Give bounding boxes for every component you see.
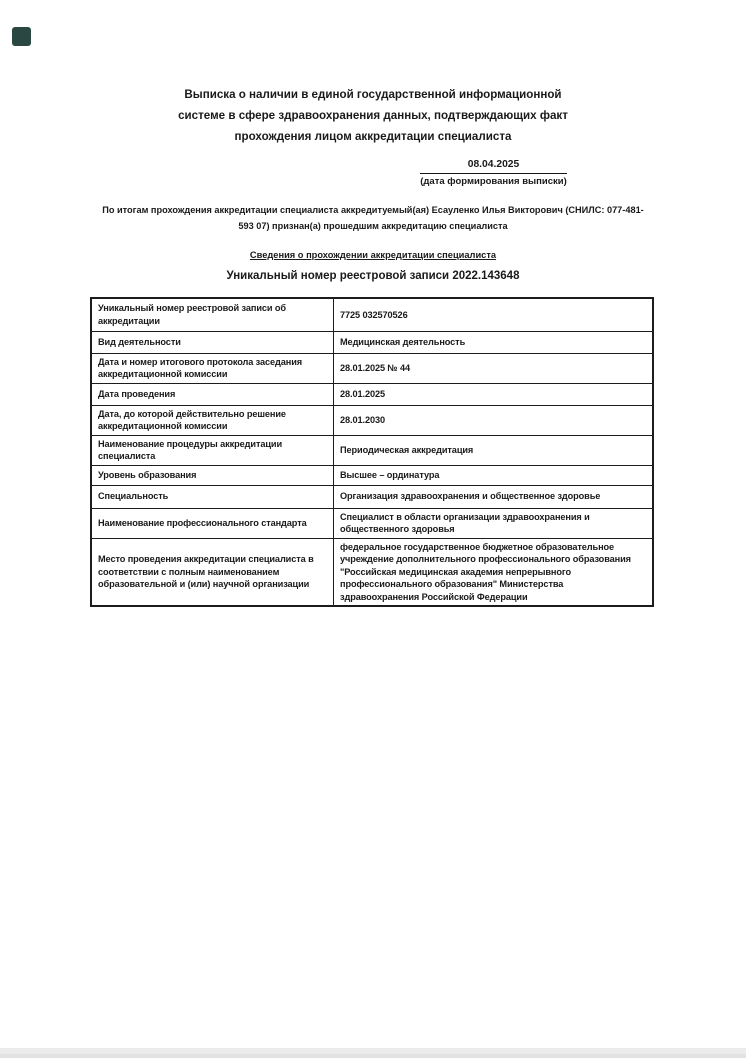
- row-value: 28.01.2025: [334, 383, 654, 405]
- table-row: [91, 353, 653, 383]
- table-row: [91, 405, 653, 435]
- row-label: Дата и номер итогового протокола заседания аккредитационной комиссии: [91, 353, 334, 383]
- row-value: 28.01.2030: [334, 405, 654, 435]
- table-row: [91, 538, 653, 606]
- document-title-line: Выписка о наличии в единой государственной информационной: [184, 88, 562, 101]
- corner-marker: [12, 27, 31, 46]
- row-label: Специальность: [91, 485, 334, 508]
- accreditation-table-body: [91, 298, 653, 606]
- row-label: Дата проведения: [91, 383, 334, 405]
- table-row: [91, 331, 653, 353]
- table-row: [91, 508, 653, 538]
- extract-date-caption: (дата формирования выписки): [420, 176, 567, 187]
- table-row: [91, 298, 653, 331]
- row-label: Дата, до которой действительно решение аккредитационной комиссии: [91, 405, 334, 435]
- row-label: Уровень образования: [91, 465, 334, 485]
- row-label: Наименование профессионального стандарта: [91, 508, 334, 538]
- extract-date-block: [420, 157, 567, 187]
- table-row: [91, 435, 653, 465]
- row-value: Специалист в области организации здравоохранения и общественного здоровья: [334, 508, 654, 538]
- row-label: Уникальный номер реестровой записи об аккредитации: [91, 298, 334, 331]
- intro-paragraph-line: 593 07) признан(а) прошедшим аккредитацию специалиста: [238, 220, 508, 231]
- document-title-line: прохождения лицом аккредитации специалиста: [234, 130, 512, 143]
- row-label: Место проведения аккредитации специалиста в соответствии с полным наименованием образовательной и (или) научной организации: [91, 538, 334, 606]
- row-value: Медицинская деятельность: [334, 331, 654, 353]
- registry-number-heading: Уникальный номер реестровой записи 2022.143648: [226, 270, 520, 282]
- table-row: [91, 485, 653, 508]
- table-row: [91, 383, 653, 405]
- row-value: Высшее – ординатура: [334, 465, 654, 485]
- row-value: 7725 032570526: [334, 298, 654, 331]
- document-title-line: системе в сфере здравоохранения данных, подтверждающих факт: [178, 109, 568, 122]
- row-value: Организация здравоохранения и общественное здоровье: [334, 485, 654, 508]
- section-heading: Сведения о прохождении аккредитации специалиста: [249, 250, 497, 260]
- intro-paragraph-line: По итогам прохождения аккредитации специалиста аккредитуемый(ая) Есауленко Илья Викторович (СНИЛС: 077-481-: [102, 205, 644, 215]
- accreditation-table: [90, 297, 654, 607]
- intro-paragraph: [90, 203, 656, 234]
- row-value: 28.01.2025 № 44: [334, 353, 654, 383]
- extract-date: 08.04.2025: [420, 157, 567, 174]
- bottom-bar: [0, 1048, 746, 1058]
- row-label: Наименование процедуры аккредитации специалиста: [91, 435, 334, 465]
- bottom-bar-lower: [0, 1054, 746, 1058]
- document-title: [0, 84, 746, 147]
- row-label: Вид деятельности: [91, 331, 334, 353]
- table-row: [91, 465, 653, 485]
- row-value: федеральное государственное бюджетное образовательное учреждение дополнительного профессионального образования "Российская медицинская академия непрерывного профессионального образования" Министерства здравоохранения Российской Федерации: [334, 538, 654, 606]
- row-value: Периодическая аккредитация: [334, 435, 654, 465]
